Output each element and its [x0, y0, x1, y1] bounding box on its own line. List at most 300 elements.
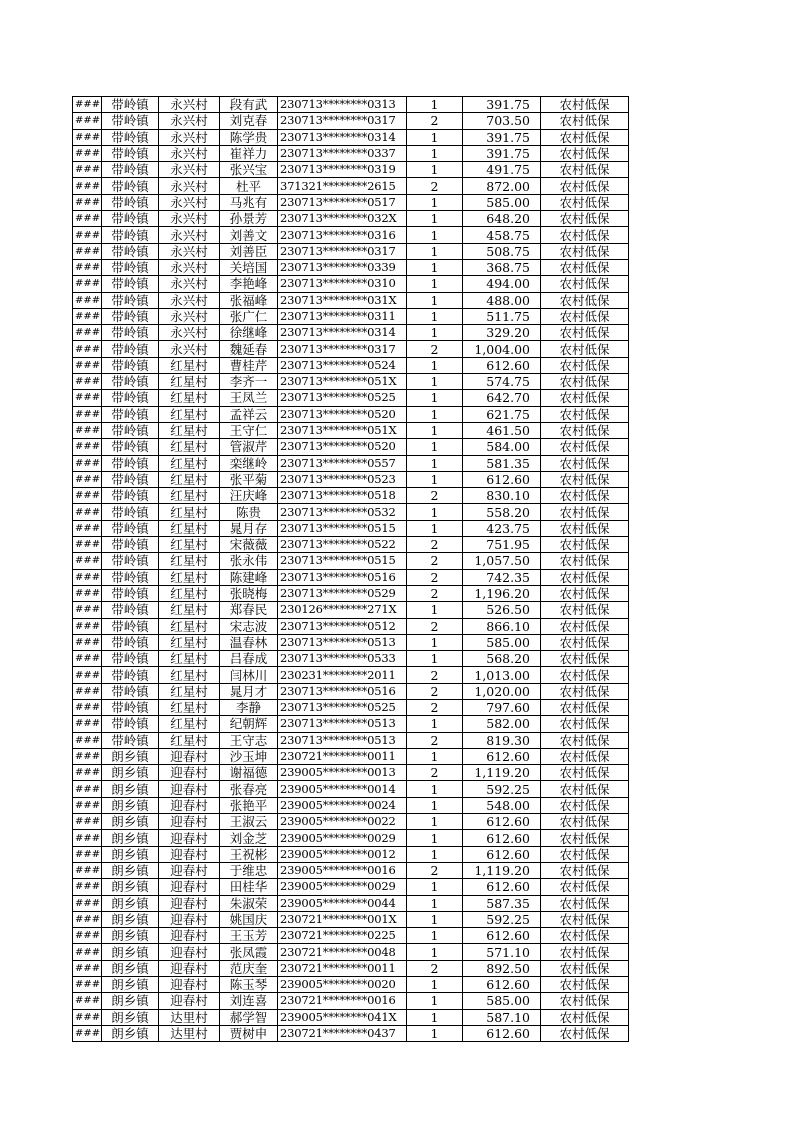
household-size-cell: 1	[407, 129, 463, 145]
amount-cell: 612.60	[463, 928, 541, 944]
town-cell: 朗乡镇	[102, 830, 159, 846]
category-cell: 农村低保	[541, 944, 629, 960]
table-row	[73, 928, 629, 944]
name-cell: 沙玉坤	[220, 748, 278, 764]
household-size-cell: 2	[407, 341, 463, 357]
amount-cell: 1,119.20	[463, 765, 541, 781]
name-cell: 张福峰	[220, 292, 278, 308]
id-number-cell: 230713********0532	[278, 504, 407, 520]
town-cell: 带岭镇	[102, 357, 159, 373]
table-row	[73, 618, 629, 634]
id-number-cell: 230713********0319	[278, 162, 407, 178]
village-cell: 红星村	[159, 602, 220, 618]
household-size-cell: 1	[407, 194, 463, 210]
household-size-cell: 1	[407, 748, 463, 764]
row-index: ###	[73, 862, 102, 878]
category-cell: 农村低保	[541, 960, 629, 976]
row-index: ###	[73, 211, 102, 227]
name-cell: 贾树申	[220, 1025, 278, 1041]
household-size-cell: 2	[407, 960, 463, 976]
household-size-cell: 1	[407, 814, 463, 830]
town-cell: 朗乡镇	[102, 879, 159, 895]
table-row	[73, 129, 629, 145]
town-cell: 带岭镇	[102, 602, 159, 618]
town-cell: 带岭镇	[102, 194, 159, 210]
table-row	[73, 716, 629, 732]
table-row	[73, 488, 629, 504]
amount-cell: 866.10	[463, 618, 541, 634]
row-index: ###	[73, 553, 102, 569]
town-cell: 带岭镇	[102, 178, 159, 194]
table-row	[73, 520, 629, 536]
village-cell: 永兴村	[159, 97, 220, 113]
village-cell: 红星村	[159, 357, 220, 373]
row-index: ###	[73, 569, 102, 585]
category-cell: 农村低保	[541, 439, 629, 455]
name-cell: 马兆有	[220, 194, 278, 210]
village-cell: 迎春村	[159, 928, 220, 944]
name-cell: 汪庆峰	[220, 488, 278, 504]
household-size-cell: 1	[407, 406, 463, 422]
town-cell: 带岭镇	[102, 243, 159, 259]
table-row	[73, 846, 629, 862]
id-number-cell: 230721********001X	[278, 911, 407, 927]
amount-cell: 391.75	[463, 97, 541, 113]
town-cell: 带岭镇	[102, 585, 159, 601]
id-number-cell: 239005********0029	[278, 830, 407, 846]
village-cell: 迎春村	[159, 862, 220, 878]
household-size-cell: 1	[407, 390, 463, 406]
category-cell: 农村低保	[541, 97, 629, 113]
table-row	[73, 504, 629, 520]
table-row	[73, 325, 629, 341]
town-cell: 带岭镇	[102, 537, 159, 553]
id-number-cell: 239005********0022	[278, 814, 407, 830]
household-size-cell: 2	[407, 765, 463, 781]
row-index: ###	[73, 977, 102, 993]
id-number-cell: 239005********0012	[278, 846, 407, 862]
village-cell: 永兴村	[159, 325, 220, 341]
town-cell: 带岭镇	[102, 162, 159, 178]
id-number-cell: 230713********0525	[278, 390, 407, 406]
row-index: ###	[73, 960, 102, 976]
amount-cell: 1,013.00	[463, 667, 541, 683]
row-index: ###	[73, 699, 102, 715]
village-cell: 迎春村	[159, 944, 220, 960]
name-cell: 闫林川	[220, 667, 278, 683]
village-cell: 红星村	[159, 651, 220, 667]
household-size-cell: 1	[407, 276, 463, 292]
table-row	[73, 879, 629, 895]
amount-cell: 584.00	[463, 439, 541, 455]
amount-cell: 612.60	[463, 814, 541, 830]
village-cell: 迎春村	[159, 993, 220, 1009]
table-row	[73, 569, 629, 585]
village-cell: 红星村	[159, 471, 220, 487]
town-cell: 带岭镇	[102, 667, 159, 683]
id-number-cell: 230713********0516	[278, 569, 407, 585]
table-row	[73, 585, 629, 601]
row-index: ###	[73, 145, 102, 161]
village-cell: 迎春村	[159, 846, 220, 862]
village-cell: 红星村	[159, 488, 220, 504]
name-cell: 曹桂芹	[220, 357, 278, 373]
village-cell: 达里村	[159, 1025, 220, 1041]
name-cell: 刘善文	[220, 227, 278, 243]
row-index: ###	[73, 357, 102, 373]
category-cell: 农村低保	[541, 814, 629, 830]
name-cell: 段有武	[220, 97, 278, 113]
amount-cell: 587.10	[463, 1009, 541, 1025]
name-cell: 栾继岭	[220, 455, 278, 471]
table-row	[73, 1009, 629, 1025]
household-size-cell: 1	[407, 602, 463, 618]
category-cell: 农村低保	[541, 276, 629, 292]
name-cell: 姚国庆	[220, 911, 278, 927]
household-size-cell: 2	[407, 553, 463, 569]
row-index: ###	[73, 520, 102, 536]
row-index: ###	[73, 276, 102, 292]
amount-cell: 585.00	[463, 634, 541, 650]
row-index: ###	[73, 129, 102, 145]
village-cell: 永兴村	[159, 178, 220, 194]
row-index: ###	[73, 471, 102, 487]
town-cell: 带岭镇	[102, 374, 159, 390]
table-row	[73, 211, 629, 227]
household-size-cell: 2	[407, 488, 463, 504]
category-cell: 农村低保	[541, 129, 629, 145]
household-size-cell: 1	[407, 227, 463, 243]
id-number-cell: 230713********0314	[278, 129, 407, 145]
village-cell: 永兴村	[159, 341, 220, 357]
town-cell: 带岭镇	[102, 569, 159, 585]
town-cell: 带岭镇	[102, 683, 159, 699]
row-index: ###	[73, 618, 102, 634]
amount-cell: 892.50	[463, 960, 541, 976]
village-cell: 迎春村	[159, 830, 220, 846]
town-cell: 带岭镇	[102, 211, 159, 227]
table-row	[73, 781, 629, 797]
village-cell: 红星村	[159, 406, 220, 422]
category-cell: 农村低保	[541, 308, 629, 324]
table-row	[73, 634, 629, 650]
table-row	[73, 276, 629, 292]
table-row	[73, 830, 629, 846]
town-cell: 朗乡镇	[102, 1009, 159, 1025]
category-cell: 农村低保	[541, 651, 629, 667]
name-cell: 陈玉琴	[220, 977, 278, 993]
household-size-cell: 1	[407, 162, 463, 178]
household-size-cell: 1	[407, 211, 463, 227]
name-cell: 吕春成	[220, 651, 278, 667]
table-row	[73, 227, 629, 243]
id-number-cell: 239005********0044	[278, 895, 407, 911]
household-size-cell: 1	[407, 259, 463, 275]
id-number-cell: 371321********2615	[278, 178, 407, 194]
town-cell: 带岭镇	[102, 422, 159, 438]
id-number-cell: 230713********0517	[278, 194, 407, 210]
id-number-cell: 230713********0314	[278, 325, 407, 341]
table-row	[73, 960, 629, 976]
town-cell: 带岭镇	[102, 455, 159, 471]
household-size-cell: 2	[407, 585, 463, 601]
household-size-cell: 1	[407, 977, 463, 993]
name-cell: 张平菊	[220, 471, 278, 487]
town-cell: 带岭镇	[102, 390, 159, 406]
town-cell: 朗乡镇	[102, 797, 159, 813]
amount-cell: 612.60	[463, 879, 541, 895]
village-cell: 红星村	[159, 455, 220, 471]
id-number-cell: 230721********0437	[278, 1025, 407, 1041]
name-cell: 崔祥力	[220, 145, 278, 161]
village-cell: 红星村	[159, 520, 220, 536]
household-size-cell: 2	[407, 618, 463, 634]
id-number-cell: 230713********0533	[278, 651, 407, 667]
town-cell: 朗乡镇	[102, 993, 159, 1009]
amount-cell: 592.25	[463, 911, 541, 927]
town-cell: 朗乡镇	[102, 748, 159, 764]
category-cell: 农村低保	[541, 879, 629, 895]
town-cell: 带岭镇	[102, 488, 159, 504]
table-row	[73, 977, 629, 993]
name-cell: 郝学智	[220, 1009, 278, 1025]
household-size-cell: 1	[407, 471, 463, 487]
village-cell: 永兴村	[159, 113, 220, 129]
village-cell: 迎春村	[159, 765, 220, 781]
row-index: ###	[73, 944, 102, 960]
town-cell: 带岭镇	[102, 504, 159, 520]
amount-cell: 491.75	[463, 162, 541, 178]
row-index: ###	[73, 830, 102, 846]
name-cell: 李静	[220, 699, 278, 715]
amount-cell: 508.75	[463, 243, 541, 259]
category-cell: 农村低保	[541, 928, 629, 944]
table-row	[73, 765, 629, 781]
name-cell: 张春亮	[220, 781, 278, 797]
table-row	[73, 471, 629, 487]
village-cell: 红星村	[159, 732, 220, 748]
town-cell: 朗乡镇	[102, 895, 159, 911]
id-number-cell: 230713********0317	[278, 113, 407, 129]
id-number-cell: 230713********0513	[278, 732, 407, 748]
village-cell: 永兴村	[159, 308, 220, 324]
relief-roster-table	[72, 96, 629, 1042]
row-index: ###	[73, 634, 102, 650]
amount-cell: 391.75	[463, 129, 541, 145]
row-index: ###	[73, 667, 102, 683]
amount-cell: 830.10	[463, 488, 541, 504]
town-cell: 带岭镇	[102, 113, 159, 129]
category-cell: 农村低保	[541, 683, 629, 699]
category-cell: 农村低保	[541, 716, 629, 732]
table-row	[73, 814, 629, 830]
household-size-cell: 1	[407, 292, 463, 308]
village-cell: 迎春村	[159, 814, 220, 830]
name-cell: 田桂华	[220, 879, 278, 895]
name-cell: 管淑芹	[220, 439, 278, 455]
town-cell: 朗乡镇	[102, 911, 159, 927]
row-index: ###	[73, 113, 102, 129]
row-index: ###	[73, 341, 102, 357]
town-cell: 带岭镇	[102, 471, 159, 487]
name-cell: 关培国	[220, 259, 278, 275]
amount-cell: 511.75	[463, 308, 541, 324]
category-cell: 农村低保	[541, 357, 629, 373]
household-size-cell: 1	[407, 846, 463, 862]
town-cell: 朗乡镇	[102, 928, 159, 944]
id-number-cell: 230713********0515	[278, 520, 407, 536]
id-number-cell: 230721********0016	[278, 993, 407, 1009]
village-cell: 红星村	[159, 716, 220, 732]
amount-cell: 574.75	[463, 374, 541, 390]
name-cell: 晁月才	[220, 683, 278, 699]
row-index: ###	[73, 748, 102, 764]
amount-cell: 391.75	[463, 145, 541, 161]
category-cell: 农村低保	[541, 259, 629, 275]
category-cell: 农村低保	[541, 406, 629, 422]
amount-cell: 1,004.00	[463, 341, 541, 357]
category-cell: 农村低保	[541, 1025, 629, 1041]
table-row	[73, 374, 629, 390]
amount-cell: 329.20	[463, 325, 541, 341]
name-cell: 孙景芳	[220, 211, 278, 227]
row-index: ###	[73, 325, 102, 341]
amount-cell: 1,057.50	[463, 553, 541, 569]
village-cell: 永兴村	[159, 259, 220, 275]
amount-cell: 703.50	[463, 113, 541, 129]
town-cell: 带岭镇	[102, 732, 159, 748]
town-cell: 带岭镇	[102, 325, 159, 341]
id-number-cell: 230231********2011	[278, 667, 407, 683]
village-cell: 红星村	[159, 585, 220, 601]
row-index: ###	[73, 765, 102, 781]
village-cell: 永兴村	[159, 276, 220, 292]
town-cell: 带岭镇	[102, 406, 159, 422]
household-size-cell: 1	[407, 944, 463, 960]
row-index: ###	[73, 390, 102, 406]
row-index: ###	[73, 879, 102, 895]
row-index: ###	[73, 651, 102, 667]
row-index: ###	[73, 374, 102, 390]
amount-cell: 612.60	[463, 977, 541, 993]
village-cell: 红星村	[159, 553, 220, 569]
amount-cell: 526.50	[463, 602, 541, 618]
village-cell: 迎春村	[159, 960, 220, 976]
name-cell: 陈建峰	[220, 569, 278, 585]
household-size-cell: 2	[407, 569, 463, 585]
name-cell: 范庆奎	[220, 960, 278, 976]
amount-cell: 612.60	[463, 846, 541, 862]
table-row	[73, 422, 629, 438]
id-number-cell: 239005********0014	[278, 781, 407, 797]
amount-cell: 612.60	[463, 1025, 541, 1041]
name-cell: 魏延春	[220, 341, 278, 357]
table-row	[73, 797, 629, 813]
category-cell: 农村低保	[541, 455, 629, 471]
household-size-cell: 1	[407, 830, 463, 846]
row-index: ###	[73, 1009, 102, 1025]
category-cell: 农村低保	[541, 504, 629, 520]
amount-cell: 751.95	[463, 537, 541, 553]
name-cell: 朱淑荣	[220, 895, 278, 911]
amount-cell: 585.00	[463, 993, 541, 1009]
town-cell: 带岭镇	[102, 699, 159, 715]
category-cell: 农村低保	[541, 520, 629, 536]
table-row	[73, 97, 629, 113]
id-number-cell: 230713********0339	[278, 259, 407, 275]
row-index: ###	[73, 1025, 102, 1041]
village-cell: 红星村	[159, 422, 220, 438]
id-number-cell: 230713********0523	[278, 471, 407, 487]
household-size-cell: 1	[407, 439, 463, 455]
id-number-cell: 230713********0317	[278, 243, 407, 259]
household-size-cell: 1	[407, 97, 463, 113]
row-index: ###	[73, 439, 102, 455]
village-cell: 达里村	[159, 1009, 220, 1025]
table-row	[73, 308, 629, 324]
name-cell: 纪朝辉	[220, 716, 278, 732]
id-number-cell: 230713********032X	[278, 211, 407, 227]
row-index: ###	[73, 308, 102, 324]
amount-cell: 461.50	[463, 422, 541, 438]
id-number-cell: 230713********0337	[278, 145, 407, 161]
household-size-cell: 1	[407, 455, 463, 471]
table-row	[73, 357, 629, 373]
village-cell: 迎春村	[159, 895, 220, 911]
id-number-cell: 230713********0524	[278, 357, 407, 373]
town-cell: 带岭镇	[102, 145, 159, 161]
village-cell: 红星村	[159, 537, 220, 553]
category-cell: 农村低保	[541, 113, 629, 129]
id-number-cell: 239005********041X	[278, 1009, 407, 1025]
name-cell: 谢福德	[220, 765, 278, 781]
id-number-cell: 239005********0016	[278, 862, 407, 878]
row-index: ###	[73, 162, 102, 178]
name-cell: 王淑云	[220, 814, 278, 830]
household-size-cell: 1	[407, 879, 463, 895]
category-cell: 农村低保	[541, 211, 629, 227]
id-number-cell: 230713********0513	[278, 634, 407, 650]
village-cell: 红星村	[159, 683, 220, 699]
town-cell: 带岭镇	[102, 651, 159, 667]
category-cell: 农村低保	[541, 846, 629, 862]
household-size-cell: 1	[407, 422, 463, 438]
category-cell: 农村低保	[541, 243, 629, 259]
id-number-cell: 230721********0011	[278, 748, 407, 764]
table-row	[73, 911, 629, 927]
table-row	[73, 1025, 629, 1041]
amount-cell: 872.00	[463, 178, 541, 194]
row-index: ###	[73, 292, 102, 308]
row-index: ###	[73, 243, 102, 259]
id-number-cell: 230713********031X	[278, 292, 407, 308]
category-cell: 农村低保	[541, 422, 629, 438]
amount-cell: 585.00	[463, 194, 541, 210]
amount-cell: 582.00	[463, 716, 541, 732]
row-index: ###	[73, 716, 102, 732]
id-number-cell: 230721********0011	[278, 960, 407, 976]
id-number-cell: 230713********0557	[278, 455, 407, 471]
row-index: ###	[73, 846, 102, 862]
household-size-cell: 1	[407, 993, 463, 1009]
household-size-cell: 1	[407, 651, 463, 667]
table-row	[73, 537, 629, 553]
name-cell: 孟祥云	[220, 406, 278, 422]
category-cell: 农村低保	[541, 162, 629, 178]
table-row	[73, 895, 629, 911]
household-size-cell: 2	[407, 667, 463, 683]
village-cell: 红星村	[159, 439, 220, 455]
